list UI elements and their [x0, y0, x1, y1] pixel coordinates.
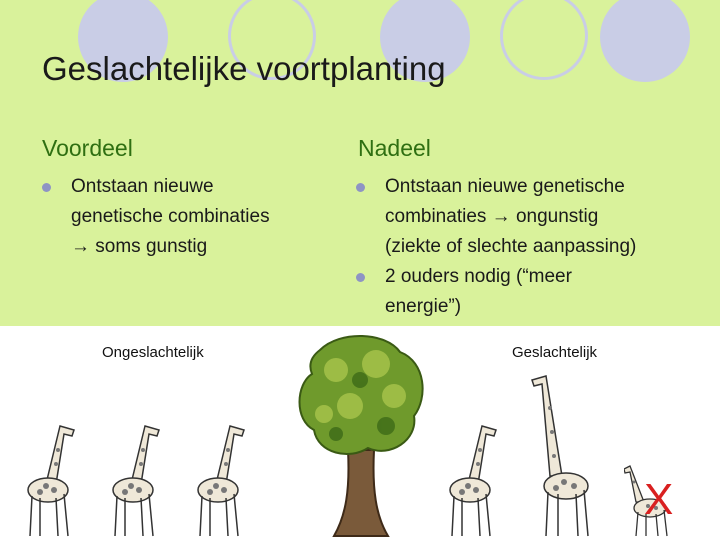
- tree-illustration: [290, 330, 430, 540]
- bullet-dot-icon: [356, 273, 365, 282]
- giraffe-illustration: [190, 420, 260, 538]
- disadvantage-bullet-text: Ontstaan nieuwe genetische combinaties → ongunstig (ziekte of slechte aanpassing): [385, 176, 637, 257]
- disadvantage-bullet-text: 2 ouders nodig (“meer energie”): [385, 266, 572, 317]
- tall-giraffe-illustration: [530, 368, 606, 538]
- giraffe-illustration: [20, 420, 90, 538]
- disadvantage-bullet: [356, 172, 716, 262]
- advantage-bullet-text: Ontstaan nieuwe genetische combinaties → soms gunstig: [71, 176, 270, 257]
- advantage-bullet: [42, 172, 342, 262]
- disadvantage-bullet: [356, 262, 716, 322]
- bullet-dot-icon: [356, 183, 365, 192]
- asexual-caption: Ongeslachtelijk: [102, 344, 204, 361]
- bullet-dot-icon: [42, 183, 51, 192]
- giraffe-illustration: [105, 420, 175, 538]
- slide-title: Geslachtelijke voortplanting: [42, 50, 446, 87]
- cross-mark: X: [644, 475, 674, 524]
- giraffe-illustration: [442, 420, 512, 538]
- disadvantage-heading: Nadeel: [358, 135, 431, 161]
- sexual-caption: Geslachtelijk: [512, 344, 598, 361]
- decorative-ring: [500, 0, 588, 80]
- decorative-circle: [600, 0, 690, 82]
- advantage-heading: Voordeel: [42, 135, 133, 161]
